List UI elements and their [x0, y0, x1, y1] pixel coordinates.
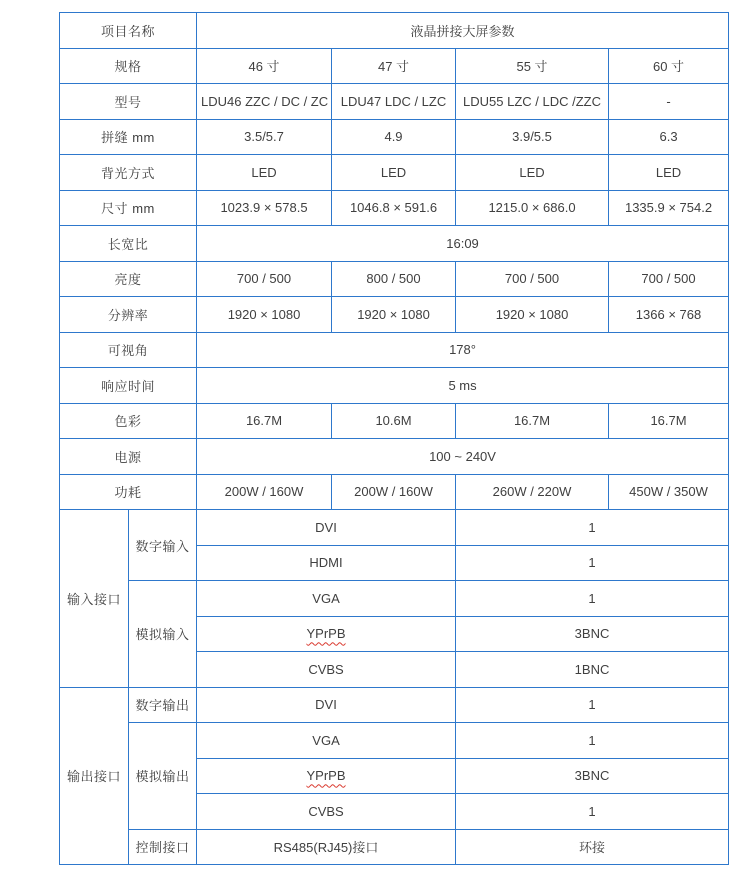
- table-row-power-supply: [60, 439, 729, 475]
- io-group-label-input: 输入接口: [60, 510, 129, 688]
- io-port-name-cell: VGA: [197, 723, 456, 759]
- row-label-item-name: 项目名称: [60, 13, 197, 49]
- io-port-qty-cell: 1: [456, 794, 729, 830]
- spec-value-cell: LED: [456, 155, 609, 191]
- spec-value-cell: LDU46 ZZC / DC / ZC: [197, 84, 332, 120]
- spec-value-cell: 200W / 160W: [332, 474, 456, 510]
- table-row-seam: [60, 119, 729, 155]
- spec-value-cell: -: [609, 84, 729, 120]
- io-port-qty-cell: 1: [456, 510, 729, 546]
- table-title-value: 液晶拼接大屏参数: [197, 13, 729, 49]
- spec-value-cell: LED: [332, 155, 456, 191]
- spellcheck-underlined-text: YPrPB: [306, 768, 346, 784]
- row-label: 亮度: [60, 261, 197, 297]
- spec-value-cell: 16.7M: [456, 403, 609, 439]
- spec-value-cell: 46 寸: [197, 48, 332, 84]
- spec-value-cell: 700 / 500: [197, 261, 332, 297]
- lcd-wall-spec-table: [59, 12, 729, 865]
- row-label: 拼缝 mm: [60, 119, 197, 155]
- io-port-name-cell: [197, 616, 456, 652]
- io-port-name-cell: DVI: [197, 510, 456, 546]
- io-subgroup-label: 数字输入: [129, 510, 197, 581]
- table-row-model: [60, 84, 729, 120]
- io-port-name-cell: VGA: [197, 581, 456, 617]
- spec-value-cell: 3.9/5.5: [456, 119, 609, 155]
- spec-value-cell: 450W / 350W: [609, 474, 729, 510]
- row-label: 规格: [60, 48, 197, 84]
- table-row-viewing-angle: [60, 332, 729, 368]
- spec-value-cell: 1046.8 × 591.6: [332, 190, 456, 226]
- spec-value-cell: 55 寸: [456, 48, 609, 84]
- io-subgroup-label: 模拟输入: [129, 581, 197, 688]
- table-row-colors: [60, 403, 729, 439]
- io-port-qty-cell: 环接: [456, 829, 729, 865]
- spec-value-cell: 1366 × 768: [609, 297, 729, 333]
- table-row-io: [60, 510, 729, 546]
- spellcheck-underlined-text: YPrPB: [306, 626, 346, 642]
- spec-value-cell: 700 / 500: [456, 261, 609, 297]
- spec-value-cell: 200W / 160W: [197, 474, 332, 510]
- spec-span-value-cell: 16:09: [197, 226, 729, 262]
- spec-value-cell: 800 / 500: [332, 261, 456, 297]
- io-port-qty-cell: 3BNC: [456, 616, 729, 652]
- spec-value-cell: 60 寸: [609, 48, 729, 84]
- io-port-qty-cell: 1: [456, 687, 729, 723]
- io-port-qty-cell: 1BNC: [456, 652, 729, 688]
- table-row-resolution: [60, 297, 729, 333]
- spec-value-cell: LDU55 LZC / LDC /ZZC: [456, 84, 609, 120]
- table-row-io: [60, 687, 729, 723]
- spec-value-cell: 1023.9 × 578.5: [197, 190, 332, 226]
- table-row-dimensions: [60, 190, 729, 226]
- spec-value-cell: 1920 × 1080: [332, 297, 456, 333]
- spec-value-cell: 700 / 500: [609, 261, 729, 297]
- spec-value-cell: 3.5/5.7: [197, 119, 332, 155]
- spec-value-cell: 6.3: [609, 119, 729, 155]
- spec-value-cell: 260W / 220W: [456, 474, 609, 510]
- io-port-name-cell: DVI: [197, 687, 456, 723]
- spec-value-cell: 10.6M: [332, 403, 456, 439]
- spec-value-cell: 47 寸: [332, 48, 456, 84]
- row-label: 型号: [60, 84, 197, 120]
- io-subgroup-label: 模拟输出: [129, 723, 197, 830]
- table-row-power-consumption: [60, 474, 729, 510]
- row-label: 分辨率: [60, 297, 197, 333]
- table-row-io: [60, 581, 729, 617]
- io-port-qty-cell: 1: [456, 723, 729, 759]
- table-row-response-time: [60, 368, 729, 404]
- spec-value-cell: 1920 × 1080: [197, 297, 332, 333]
- table-row-io: [60, 829, 729, 865]
- spec-value-cell: 4.9: [332, 119, 456, 155]
- row-label: 可视角: [60, 332, 197, 368]
- spec-value-cell: LED: [197, 155, 332, 191]
- spec-span-value-cell: 5 ms: [197, 368, 729, 404]
- table-row-size: [60, 48, 729, 84]
- spec-value-cell: 16.7M: [609, 403, 729, 439]
- spec-value-cell: 16.7M: [197, 403, 332, 439]
- table-row-brightness: [60, 261, 729, 297]
- row-label: 响应时间: [60, 368, 197, 404]
- table-row-io: [60, 723, 729, 759]
- io-port-name-cell: CVBS: [197, 652, 456, 688]
- io-group-label-output: 输出接口: [60, 687, 129, 865]
- spec-value-cell: 1920 × 1080: [456, 297, 609, 333]
- table-row-title: [60, 13, 729, 49]
- spec-value-cell: 1335.9 × 754.2: [609, 190, 729, 226]
- io-port-qty-cell: 1: [456, 581, 729, 617]
- io-subgroup-label: 数字输出: [129, 687, 197, 723]
- io-port-name-cell: HDMI: [197, 545, 456, 581]
- io-port-name-cell: CVBS: [197, 794, 456, 830]
- row-label: 长宽比: [60, 226, 197, 262]
- spec-value-cell: 1215.0 × 686.0: [456, 190, 609, 226]
- spec-value-cell: LED: [609, 155, 729, 191]
- table-row-aspect-ratio: [60, 226, 729, 262]
- io-subgroup-label: 控制接口: [129, 829, 197, 865]
- spec-span-value-cell: 100 ~ 240V: [197, 439, 729, 475]
- row-label: 电源: [60, 439, 197, 475]
- io-port-name-cell: RS485(RJ45)接口: [197, 829, 456, 865]
- table-row-backlight: [60, 155, 729, 191]
- io-port-name-cell: [197, 758, 456, 794]
- row-label: 尺寸 mm: [60, 190, 197, 226]
- spec-value-cell: LDU47 LDC / LZC: [332, 84, 456, 120]
- row-label: 背光方式: [60, 155, 197, 191]
- io-port-qty-cell: 1: [456, 545, 729, 581]
- row-label: 功耗: [60, 474, 197, 510]
- spec-span-value-cell: 178°: [197, 332, 729, 368]
- io-port-qty-cell: 3BNC: [456, 758, 729, 794]
- row-label: 色彩: [60, 403, 197, 439]
